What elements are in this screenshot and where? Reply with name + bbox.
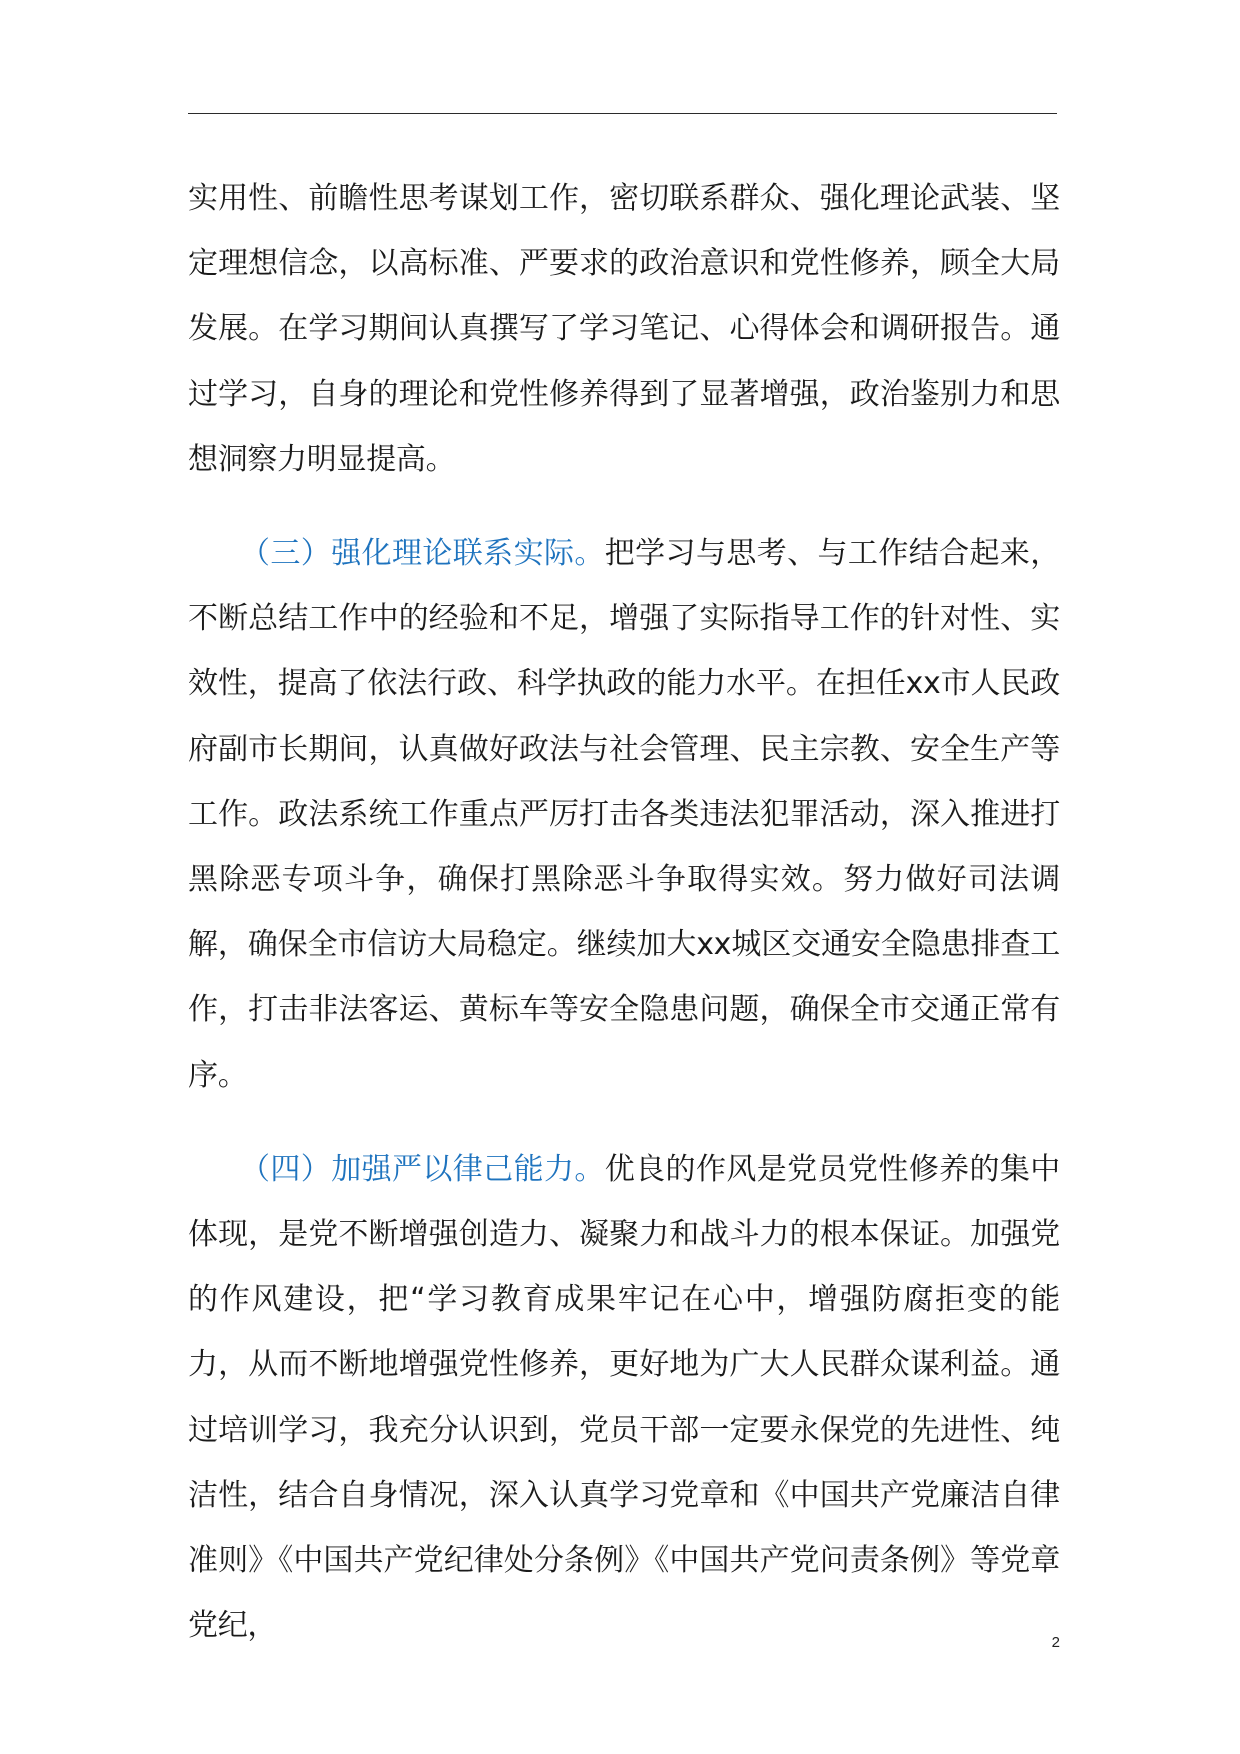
document-body [188,166,1060,1687]
section-heading-4: （四）加强严以律己能力。 [240,1151,605,1187]
paragraph-text: 把学习与思考、与工作结合起来，不断总结工作中的经验和不足，增强了实际指导工作的针对性、实效性，提高了依法行政、科学执政的能力水平。在担任xx市人民政府副市长期间，认真做好政法与社会管理、民主宗教、安全生产等工作。政法系统工作重点严厉打击各类违法犯罪活动，深入推进打黑除恶专项斗争，确保打黑除恶斗争取得实效。努力做好司法调解，确保全市信访大局稳定。继续加大xx城区交通安全隐患排查工作，打击非法客运、黄标车等安全隐患问题，确保全市交通正常有序。 [188,536,1061,1093]
header-rule [188,113,1057,114]
paragraph-continuation [188,166,1060,492]
section-heading-3: （三）强化理论联系实际。 [240,536,605,572]
page-number: 2 [1051,1634,1060,1651]
paragraph-section-4 [188,1137,1060,1659]
paragraph-text: 实用性、前瞻性思考谋划工作，密切联系群众、强化理论武装、坚定理想信念，以高标准、严要求的政治意识和党性修养，顾全大局发展。在学习期间认真撰写了学习笔记、心得体会和调研报告。通过学习，自身的理论和党性修养得到了显著增强，政治鉴别力和思想洞察力明显提高。 [188,181,1060,477]
paragraph-text: 优良的作风是党员党性修养的集中体现，是党不断增强创造力、凝聚力和战斗力的根本保证。加强党的作风建设，把“学习教育成果牢记在心中，增强防腐拒变的能力，从而不断地增强党性修养，更好地为广大人民群众谋利益。通过培训学习，我充分认识到，党员干部一定要永保党的先进性、纯洁性，结合自身情况，深入认真学习党章和《中国共产党廉洁自律准则》《中国共产党纪律处分条例》《中国共产党问责条例》等党章党纪， [188,1151,1061,1644]
paragraph-section-3 [188,521,1060,1108]
